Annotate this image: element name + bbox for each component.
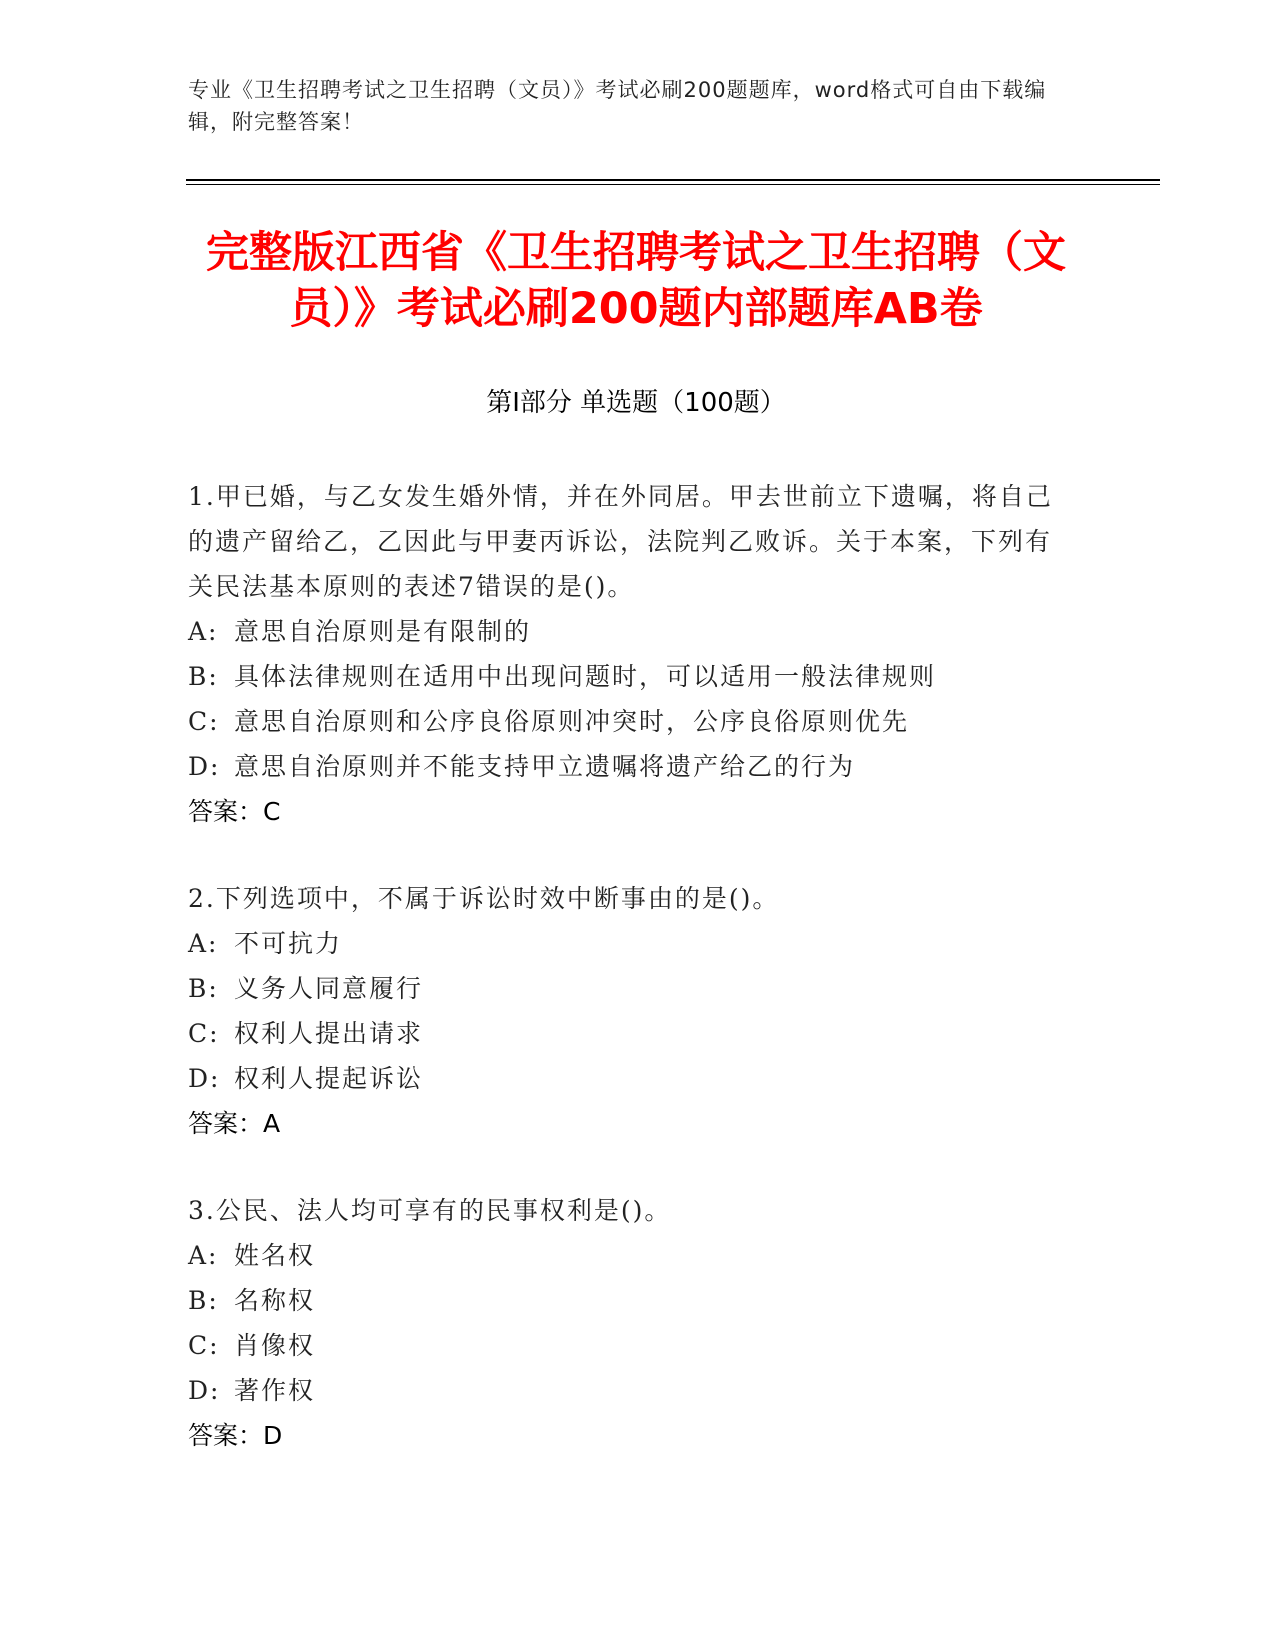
- option-text: 名称权: [234, 1286, 316, 1315]
- option-letter: A:: [188, 929, 219, 958]
- option-text: 姓名权: [234, 1241, 316, 1270]
- option-b: [188, 966, 1068, 1011]
- question-1: [188, 474, 1068, 834]
- option-letter: C:: [188, 707, 220, 736]
- option-d: [188, 1056, 1068, 1101]
- option-letter: B:: [188, 662, 219, 691]
- option-text: 权利人提出请求: [234, 1019, 424, 1048]
- option-letter: D:: [188, 1376, 221, 1405]
- option-letter: B:: [188, 1286, 219, 1315]
- document-title: 完整版江西省《卫生招聘考试之卫生招聘（文员）》考试必刷200题内部题库AB卷: [206, 228, 1066, 334]
- answer-label: 答案：: [188, 797, 264, 826]
- answer-line: [188, 1101, 1068, 1146]
- option-letter: D:: [188, 752, 221, 781]
- option-letter: D:: [188, 1064, 221, 1093]
- question-stem: 2.下列选项中，不属于诉讼时效中断事由的是()。: [188, 884, 780, 913]
- question-3: [188, 1188, 1068, 1458]
- answer-line: [188, 789, 1068, 834]
- header-divider-thick: [186, 179, 1160, 181]
- option-text: 意思自治原则和公序良俗原则冲突时，公序良俗原则优先: [234, 707, 910, 736]
- question-stem: 3.公民、法人均可享有的民事权利是()。: [188, 1196, 672, 1225]
- answer-label: 答案：: [188, 1421, 264, 1450]
- option-letter: C:: [188, 1019, 220, 1048]
- option-b: [188, 1278, 1068, 1323]
- question-2: [188, 876, 1068, 1146]
- option-c: [188, 1011, 1068, 1056]
- option-a: [188, 609, 1068, 654]
- option-c: [188, 699, 1068, 744]
- question-stem: 1.甲已婚，与乙女发生婚外情，并在外同居。甲去世前立下遗嘱，将自己的遗产留给乙，乙因此与甲妻丙诉讼，法院判乙败诉。关于本案，下列有关民法基本原则的表述7错误的是()。: [188, 482, 1053, 601]
- option-letter: B:: [188, 974, 219, 1003]
- option-text: 意思自治原则并不能支持甲立遗嘱将遗产给乙的行为: [234, 752, 856, 781]
- answer-value: A: [263, 1109, 281, 1138]
- option-text: 不可抗力: [234, 929, 343, 958]
- option-b: [188, 654, 1068, 699]
- header-note: 专业《卫生招聘考试之卫生招聘（文员）》考试必刷200题题库，word格式可自由下载编辑，附完整答案！: [188, 78, 1047, 134]
- option-a: [188, 921, 1068, 966]
- option-text: 肖像权: [234, 1331, 316, 1360]
- option-d: [188, 744, 1068, 789]
- option-text: 著作权: [234, 1376, 316, 1405]
- option-text: 具体法律规则在适用中出现问题时，可以适用一般法律规则: [234, 662, 937, 691]
- header-divider-thin: [186, 184, 1160, 185]
- option-letter: A:: [188, 1241, 219, 1270]
- answer-value: C: [263, 797, 281, 826]
- option-text: 义务人同意履行: [234, 974, 424, 1003]
- option-a: [188, 1233, 1068, 1278]
- answer-line: [188, 1413, 1068, 1458]
- section-heading: 第I部分 单选题（100题）: [486, 388, 786, 418]
- answer-label: 答案：: [188, 1109, 264, 1138]
- option-c: [188, 1323, 1068, 1368]
- option-text: 权利人提起诉讼: [234, 1064, 424, 1093]
- option-d: [188, 1368, 1068, 1413]
- answer-value: D: [263, 1421, 283, 1450]
- option-letter: A:: [188, 617, 219, 646]
- question-list: [188, 474, 1068, 1500]
- option-letter: C:: [188, 1331, 220, 1360]
- option-text: 意思自治原则是有限制的: [234, 617, 532, 646]
